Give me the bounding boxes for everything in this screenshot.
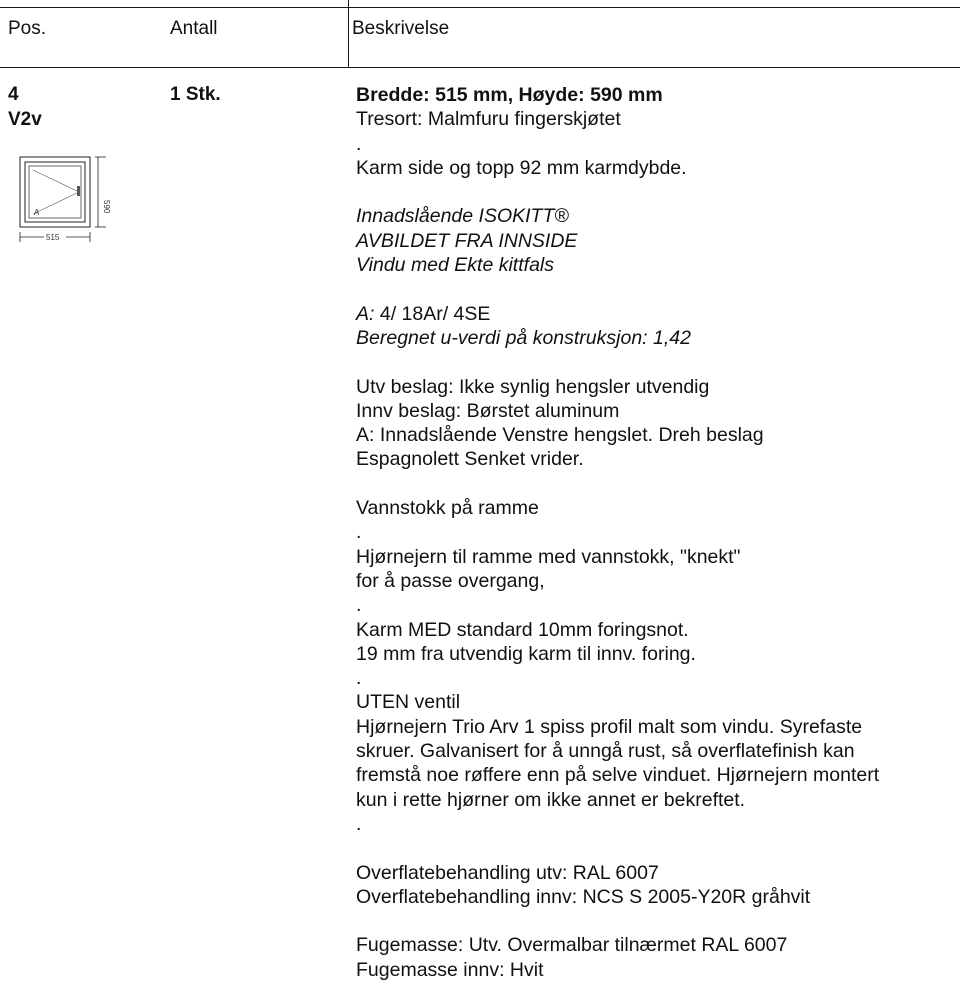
- window-drawing: [18, 152, 118, 262]
- description-line: Fugemasse innv: Hvit: [356, 958, 544, 981]
- description-line: Overflatebehandling utv: RAL 6007: [356, 861, 659, 884]
- sash-label: A: [34, 208, 40, 217]
- description-line: Hjørnejern Trio Arv 1 spiss profil malt som vindu. Syrefaste: [356, 715, 863, 738]
- description-line: Beregnet u-verdi på konstruksjon: 1,42: [356, 326, 691, 349]
- table-top-border: [0, 7, 960, 8]
- position-cell: [8, 84, 42, 134]
- header-bottom-border: [0, 67, 960, 68]
- description-line: Utv beslag: Ikke synlig hengsler utvendig: [356, 375, 710, 398]
- description-line: Innv beslag: Børstet aluminum: [356, 399, 620, 422]
- width-label: 515: [46, 233, 60, 242]
- description-line: .: [356, 132, 362, 155]
- description-line: A: Innadslående Venstre hengslet. Dreh beslag: [356, 424, 764, 447]
- description-cell: [356, 83, 956, 982]
- description-line: Espagnolett Senket vrider.: [356, 448, 584, 471]
- handle-icon: [77, 186, 80, 196]
- description-line: Karm side og topp 92 mm karmdybde.: [356, 156, 687, 179]
- column-header-beskrivelse: Beskrivelse: [352, 18, 450, 39]
- description-line: AVBILDET FRA INNSIDE: [356, 229, 578, 252]
- description-line: UTEN ventil: [356, 691, 461, 714]
- description-line: [356, 836, 956, 860]
- description-line: Vannstokk på ramme: [356, 497, 539, 520]
- description-line: 19 mm fra utvendig karm til innv. foring.: [356, 642, 696, 665]
- description-line: [356, 180, 956, 204]
- description-line: [356, 472, 956, 496]
- description-line: for å passe overgang,: [356, 569, 545, 592]
- description-line: Innadslående ISOKITT®: [356, 205, 569, 228]
- description-line: [356, 277, 956, 301]
- description-line: Karm MED standard 10mm foringsnot.: [356, 618, 689, 641]
- description-line: A: 4/ 18Ar/ 4SE: [356, 302, 491, 325]
- description-line: [356, 909, 956, 933]
- description-line: Bredde: 515 mm, Høyde: 590 mm: [356, 84, 663, 106]
- description-line: [356, 350, 956, 374]
- description-line: .: [356, 667, 362, 690]
- description-line: .: [356, 812, 362, 835]
- description-line: skruer. Galvanisert for å unngå rust, så overflatefinish kan: [356, 740, 855, 763]
- description-line: kun i rette hjørner om ikke annet er bekreftet.: [356, 788, 746, 811]
- column-header-pos: Pos.: [8, 18, 47, 39]
- description-line: .: [356, 521, 362, 544]
- description-line: Tresort: Malmfuru fingerskjøtet: [356, 108, 621, 131]
- column-header-antall: Antall: [170, 18, 218, 39]
- description-line: Overflatebehandling innv: NCS S 2005-Y20R gråhvit: [356, 885, 811, 908]
- position-number: 4: [8, 84, 19, 105]
- opening-direction-lines: [33, 170, 79, 214]
- position-code: V2v: [8, 109, 42, 130]
- quantity-cell: 1 Stk.: [170, 84, 221, 105]
- header-column-divider: [348, 0, 349, 67]
- description-line: fremstå noe røffere enn på selve vinduet. Hjørnejern montert: [356, 764, 880, 787]
- description-line: Hjørnejern til ramme med vannstokk, "knekt": [356, 545, 741, 568]
- description-line: Fugemasse: Utv. Overmalbar tilnærmet RAL 6007: [356, 934, 788, 957]
- description-line: .: [356, 594, 362, 617]
- height-label: 590: [102, 200, 111, 214]
- description-line: Vindu med Ekte kittfals: [356, 254, 554, 277]
